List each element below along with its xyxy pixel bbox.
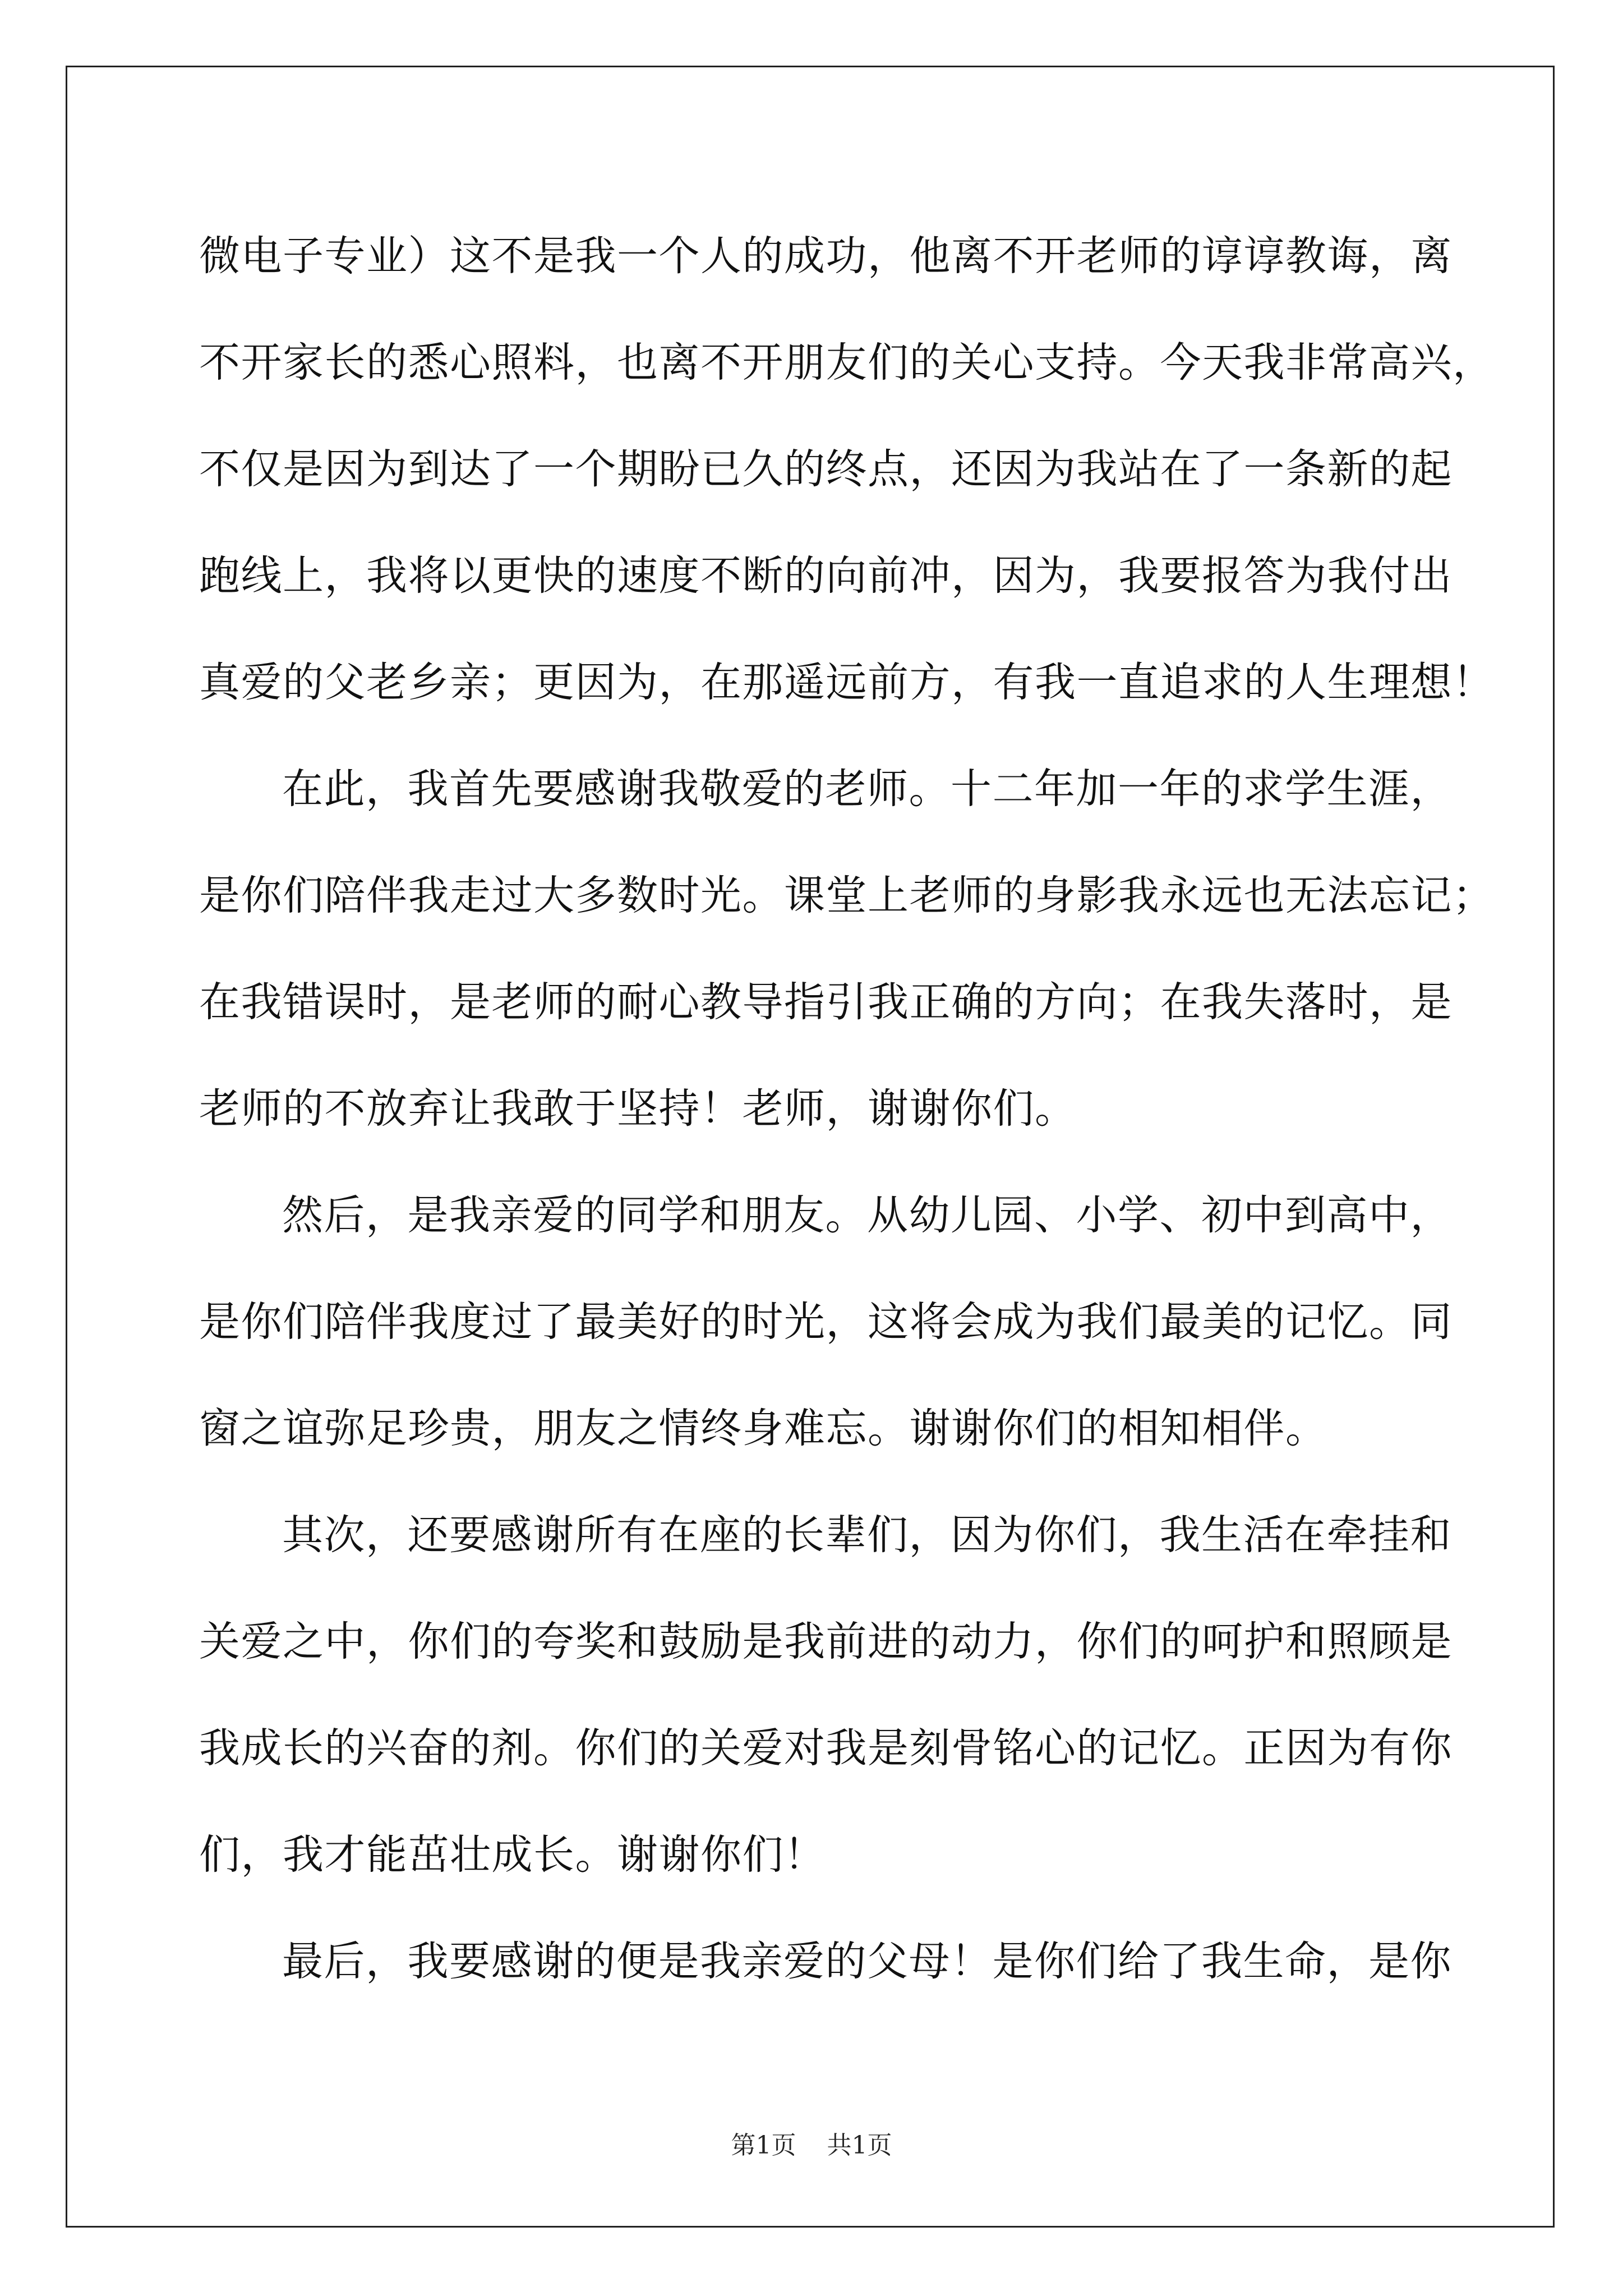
text-line: 窗之谊弥足珍贵，朋友之情终身难忘。谢谢你们的相知相伴。 (199, 1405, 1327, 1452)
paragraph-start-line: 在此，我首先要感谢我敬爱的老师。十二年加一年的求学生涯， (282, 765, 1452, 813)
text-line: 不开家长的悉心照料，也离不开朋友们的关心支持。今天我非常高兴， (199, 339, 1495, 386)
page-number-current: 第1页 (731, 2131, 796, 2160)
paragraph-start-line: 然后，是我亲爱的同学和朋友。从幼儿园、小学、初中到高中， (282, 1191, 1452, 1239)
document-body (199, 203, 1495, 2015)
text-line: 是你们陪伴我走过大多数时光。课堂上老师的身影我永远也无法忘记； (199, 872, 1495, 919)
page-footer (0, 2125, 1623, 2161)
text-line: 们，我才能茁壮成长。谢谢你们！ (199, 1831, 826, 1879)
text-line: 我成长的兴奋的剂。你们的关爱对我是刻骨铭心的记忆。正因为有你 (199, 1724, 1453, 1772)
paragraph-start-line: 其次，还要感谢所有在座的长辈们，因为你们，我生活在牵挂和 (282, 1511, 1452, 1559)
text-line: 在我错误时，是老师的耐心教导指引我正确的方向；在我失落时，是 (199, 978, 1453, 1026)
page-number-total: 共1页 (827, 2131, 892, 2160)
text-line: 老师的不放弃让我敢于坚持！老师，谢谢你们。 (199, 1085, 1077, 1133)
text-line: 真爱的父老乡亲；更因为，在那遥远前方，有我一直追求的人生理想！ (199, 659, 1495, 706)
text-line: 跑线上，我将以更快的速度不断的向前冲，因为，我要报答为我付出 (199, 552, 1453, 600)
paragraph-start-line: 最后，我要感谢的便是我亲爱的父母！是你们给了我生命，是你 (282, 1938, 1452, 1985)
text-line: 微电子专业）这不是我一个人的成功，他离不开老师的谆谆教诲，离 (199, 232, 1453, 280)
text-line: 不仅是因为到达了一个期盼已久的终点，还因为我站在了一条新的起 (199, 445, 1453, 493)
text-line: 是你们陪伴我度过了最美好的时光，这将会成为我们最美的记忆。同 (199, 1298, 1453, 1346)
text-line: 关爱之中，你们的夸奖和鼓励是我前进的动力，你们的呵护和照顾是 (199, 1618, 1453, 1665)
